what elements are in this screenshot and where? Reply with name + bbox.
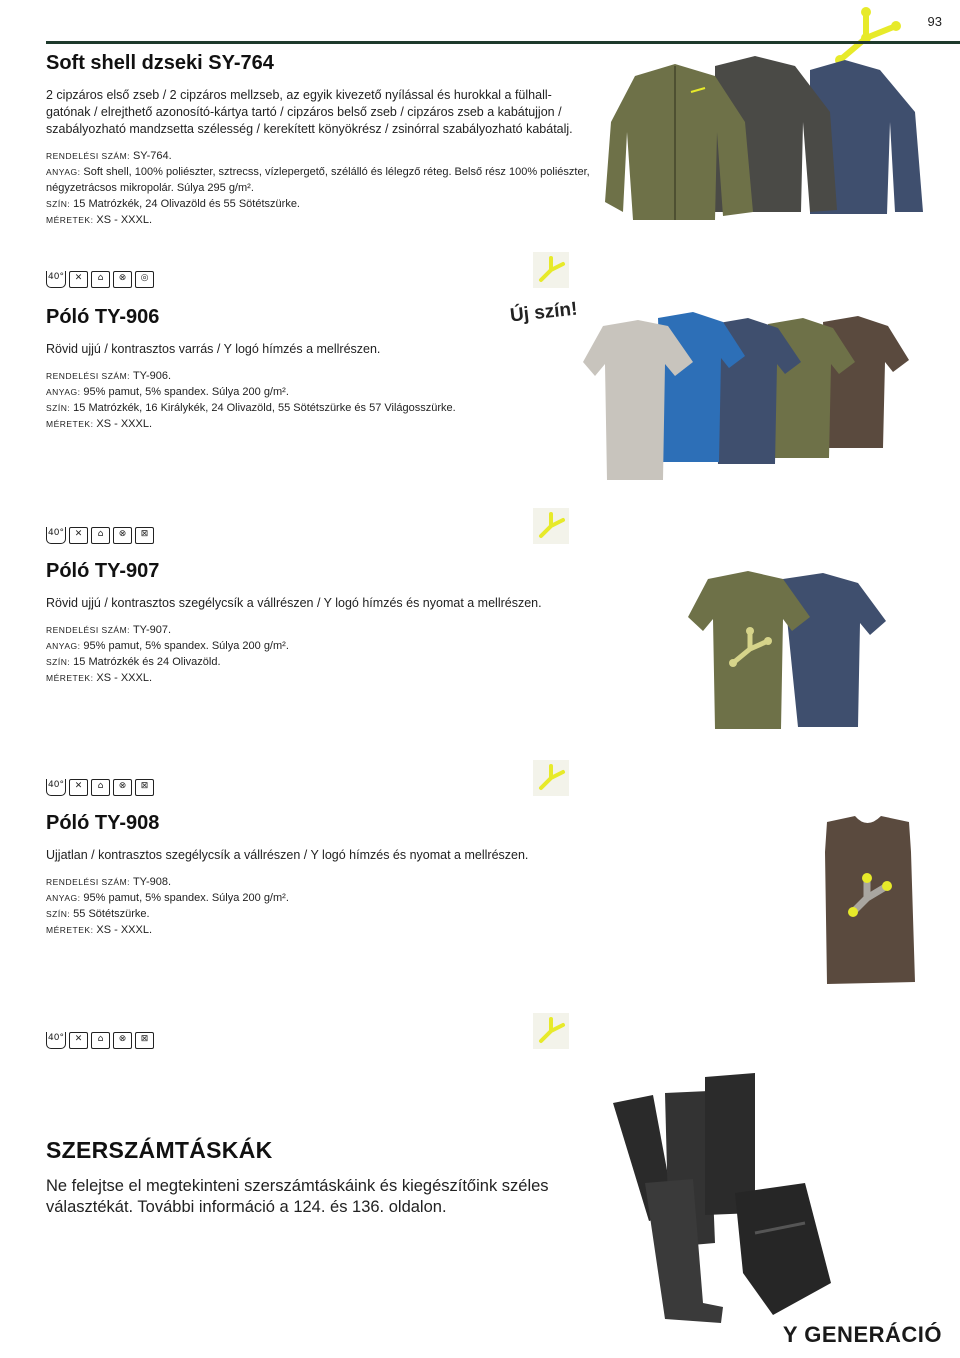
tumble-dry-icon: ◎: [135, 271, 154, 288]
brand-footer: Y GENERÁCIÓ: [782, 1322, 942, 1347]
color-label: SZÍN:: [46, 403, 71, 413]
product-meta: [46, 622, 566, 686]
care-icons: [46, 271, 154, 288]
no-bleach-icon: ✕: [69, 527, 88, 544]
glove: [735, 1183, 831, 1315]
no-dryclean-icon: ⊗: [113, 779, 132, 796]
product-description: Rövid ujjú / kontrasztos szegélycsík a vállrészen / Y logó hímzés és nyomat a mellrészen.: [46, 596, 542, 610]
iron-icon: ⌂: [91, 271, 110, 288]
material-value: 95% pamut, 5% spandex. Súlya 200 g/m².: [83, 386, 289, 398]
socks-gloves-image: [605, 1063, 835, 1323]
color-value: 15 Matrózkék, 24 Olivazöld és 55 Sötétszürke.: [73, 198, 300, 210]
product-ty906: [46, 306, 526, 432]
no-dryclean-icon: ⊗: [113, 1032, 132, 1049]
material-label: ANYAG:: [46, 641, 81, 651]
tshirt-906-image: [583, 312, 913, 482]
color-value: 15 Matrózkék, 16 Királykék, 24 Olivazöld, 55 Sötétszürke és 57 Világosszürke.: [73, 402, 456, 414]
care-icons: [46, 527, 154, 544]
order-value: TY-907.: [132, 624, 172, 636]
product-description: Rövid ujjú / kontrasztos varrás / Y logó hímzés a mellrészen.: [46, 342, 381, 356]
jacket-image: [605, 52, 925, 222]
product-description: Ujjatlan / kontrasztos szegélycsík a vállrészen / Y logó hímzés és nyomat a mellrészen.: [46, 848, 529, 862]
no-iron-icon: ⌂: [91, 1032, 110, 1049]
product-title: Soft shell dzseki SY-764: [46, 52, 274, 74]
no-bleach-icon: ✕: [69, 1032, 88, 1049]
order-label: RENDELÉSI SZÁM:: [46, 151, 131, 161]
no-tumble-dry-icon: ⊠: [135, 527, 154, 544]
wash-40-icon: 40°: [46, 271, 66, 288]
product-ty907: [46, 560, 566, 686]
sizes-value: XS - XXXL.: [96, 672, 153, 684]
no-bleach-icon: ✕: [69, 271, 88, 288]
tanktop-908-image: [815, 812, 920, 987]
toolbags-section: [46, 1137, 566, 1218]
product-title: Póló TY-908: [46, 812, 160, 834]
sizes-value: XS - XXXL.: [96, 418, 153, 430]
tshirt-navy: [783, 573, 886, 727]
wash-40-icon: 40°: [46, 779, 66, 796]
no-dryclean-icon: ⊗: [113, 271, 132, 288]
material-value: 95% pamut, 5% spandex. Súlya 200 g/m².: [83, 892, 289, 904]
order-label: RENDELÉSI SZÁM:: [46, 625, 131, 635]
order-value: TY-906.: [132, 370, 172, 382]
no-tumble-dry-icon: ⊠: [135, 779, 154, 796]
product-ty908: [46, 812, 566, 938]
order-label: RENDELÉSI SZÁM:: [46, 877, 131, 887]
product-title: Póló TY-907: [46, 560, 160, 582]
page-number: 93: [927, 14, 942, 29]
color-label: SZÍN:: [46, 909, 71, 919]
y-logo-small-icon: [533, 1013, 569, 1049]
wash-40-icon: 40°: [46, 527, 66, 544]
material-label: ANYAG:: [46, 893, 81, 903]
material-label: ANYAG:: [46, 167, 81, 177]
no-dryclean-icon: ⊗: [113, 527, 132, 544]
tshirt-907-image: [688, 565, 918, 735]
order-label: RENDELÉSI SZÁM:: [46, 371, 131, 381]
order-value: TY-908.: [132, 876, 172, 888]
no-tumble-dry-icon: ⊠: [135, 1032, 154, 1049]
sizes-label: MÉRETEK:: [46, 673, 94, 683]
iron-icon: ⌂: [91, 527, 110, 544]
care-icons: [46, 779, 154, 796]
sizes-value: XS - XXXL.: [96, 924, 153, 936]
wash-40-icon: 40°: [46, 1032, 66, 1049]
sizes-label: MÉRETEK:: [46, 925, 94, 935]
color-value: 15 Matrózkék és 24 Olivazöld.: [73, 656, 221, 668]
color-label: SZÍN:: [46, 657, 71, 667]
material-value: Soft shell, 100% poliészter, sztrecss, vízlepergető, szélálló és lélegző réteg. Belső rész 100% poliészter, négyzetrácsos mikropolár. Súlya 295 g/m².: [46, 166, 590, 194]
header-rule: [46, 41, 960, 44]
order-value: SY-764.: [132, 150, 172, 162]
no-bleach-icon: ✕: [69, 779, 88, 796]
toolbags-title: SZERSZÁMTÁSKÁK: [46, 1137, 273, 1163]
sizes-label: MÉRETEK:: [46, 215, 94, 225]
product-title: Póló TY-906: [46, 306, 160, 328]
product-sy764: [46, 52, 591, 228]
y-logo-small-icon: [533, 252, 569, 288]
material-value: 95% pamut, 5% spandex. Súlya 200 g/m².: [83, 640, 289, 652]
care-icons: [46, 1032, 154, 1049]
color-label: SZÍN:: [46, 199, 71, 209]
product-meta: [46, 874, 566, 938]
product-meta: [46, 148, 591, 228]
product-meta: [46, 368, 526, 432]
sizes-label: MÉRETEK:: [46, 419, 94, 429]
color-value: 55 Sötétszürke.: [73, 908, 150, 920]
y-logo-small-icon: [533, 508, 569, 544]
no-iron-icon: ⌂: [91, 779, 110, 796]
sizes-value: XS - XXXL.: [96, 214, 153, 226]
new-color-badge: Új szín!: [509, 298, 579, 327]
y-logo-small-icon: [533, 760, 569, 796]
material-label: ANYAG:: [46, 387, 81, 397]
product-description: 2 cipzáros első zseb / 2 cipzáros mellzseb, az egyik kivezető nyílással és hurokkal a fülhall-gatónak / elrejthető azonosító-kártya tartó / cipzáros belső zseb / cipzáros zseb a kabátujjon / szabályozható mandzsetta szélesség / kerekített könyökrész / zsinórral szabályozható kabátalj.: [46, 88, 573, 136]
toolbags-text: Ne felejtse el megtekinteni szerszámtáskáink és kiegészítőink széles választékát. További információ a 124. és 136. oldalon.: [46, 1177, 549, 1216]
